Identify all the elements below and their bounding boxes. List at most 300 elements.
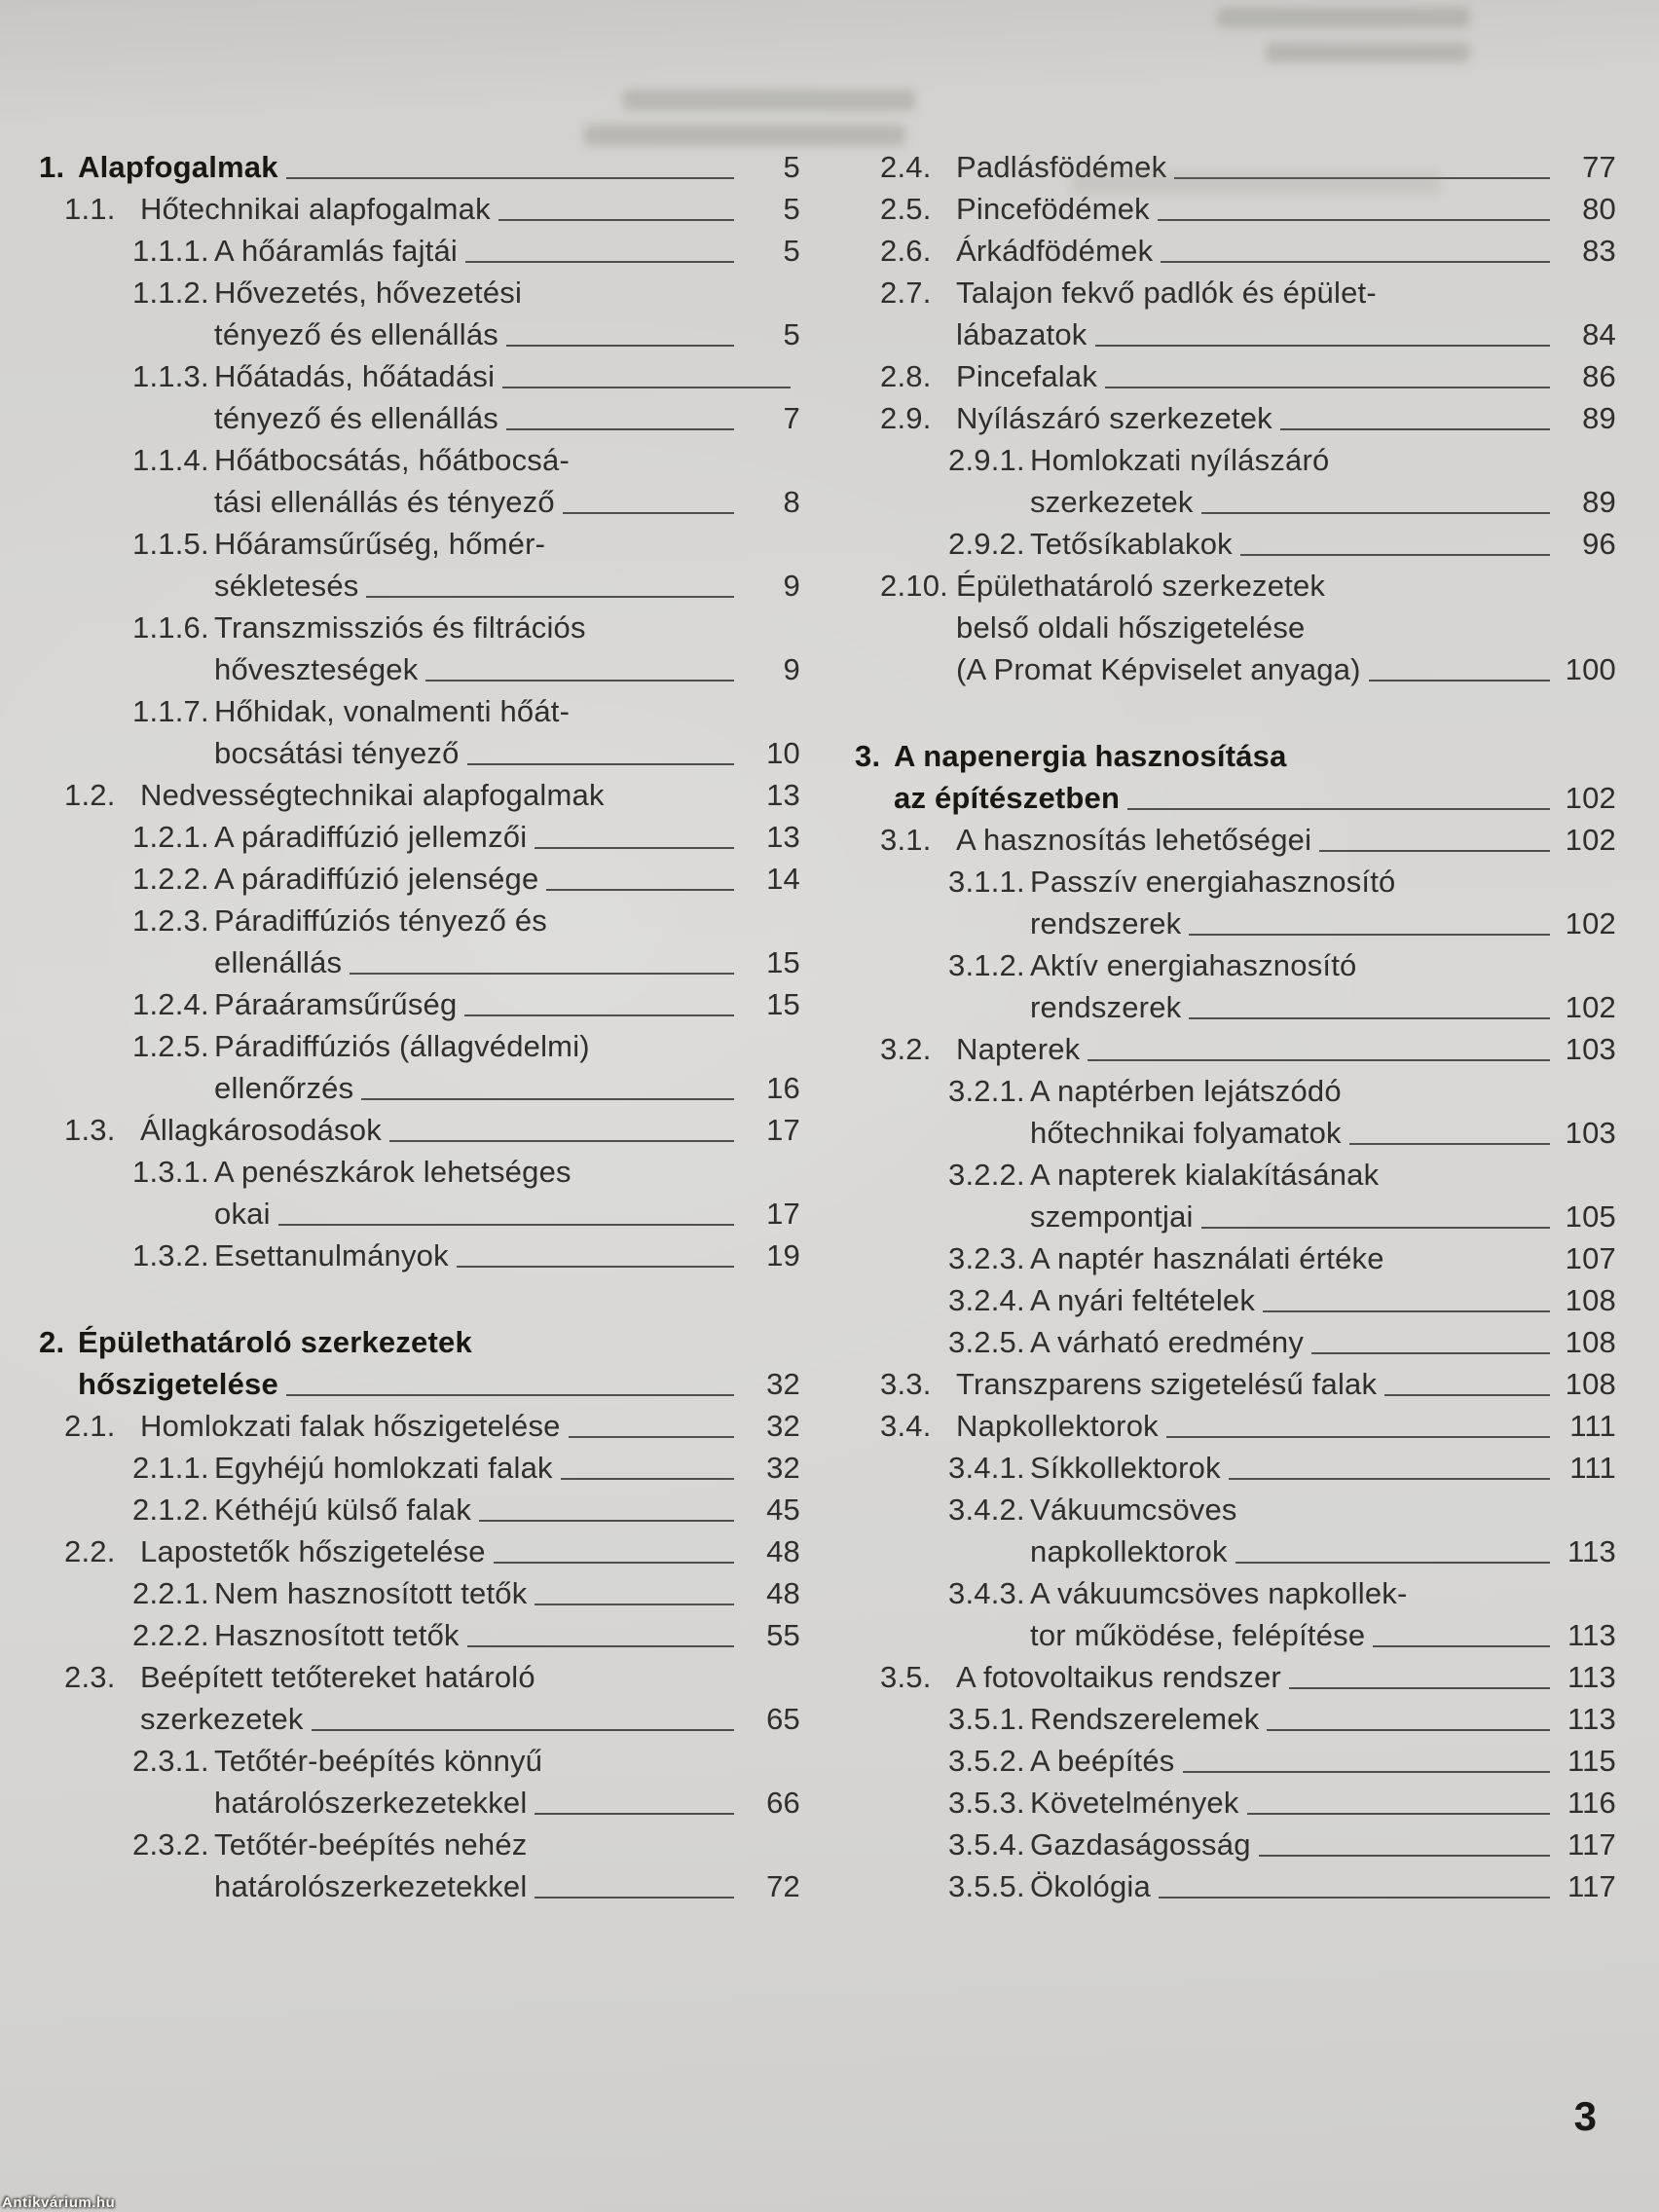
leader-line [1369,680,1550,682]
toc-entry-line [880,313,1616,355]
toc-entry-line [948,481,1616,523]
leader-line [1349,1143,1550,1145]
toc-entry [855,1070,1616,1154]
toc-entry-title: szerkezetek [140,1702,304,1736]
toc-entry-title: A páradiffúzió jelensége [214,862,539,896]
toc-page-number: 113 [1567,1534,1616,1568]
toc-entry-title: A fotovoltaikus rendszer [956,1660,1281,1694]
bleed-through-mark [623,90,915,111]
toc-entry [855,439,1616,523]
toc-page-number: 66 [766,1786,800,1820]
toc-entry-number: 3.4.1. [948,1451,1025,1485]
toc-entry-line [132,439,800,481]
toc-entry-line [132,1193,800,1235]
toc-page-number: 9 [783,652,800,686]
toc-entry [39,230,800,272]
toc-entry-line [39,1363,800,1405]
toc-entry-number: 3.1. [880,823,932,857]
toc-entry-line [132,941,800,983]
leader-line [1158,219,1550,221]
toc-entry [39,523,800,607]
toc-entry-line [948,1698,1616,1740]
toc-page-number: 113 [1567,1618,1616,1652]
toc-entry-title: Lapostetők hőszigetelése [140,1534,486,1568]
toc-entry-number: 2.2. [64,1534,116,1568]
toc-entry-number: 2.2.2. [132,1618,209,1652]
toc-page-number: 115 [1567,1744,1616,1778]
leader-line [506,345,734,347]
leader-line [1189,934,1550,936]
toc-entry-title: A várható eredmény [1030,1325,1305,1359]
toc-entry-title: Pincefödémek [956,192,1150,226]
toc-entry-number: 2.1.2. [132,1493,209,1527]
leader-line [1105,387,1550,388]
toc-entry-number: 1.3.1. [132,1155,209,1189]
toc-entry-number: 1.1.7. [132,694,209,728]
toc-entry [855,397,1616,439]
toc-entry-line [132,607,800,648]
leader-line [502,387,791,388]
toc-entry-line [132,732,800,774]
toc-entry-line [948,523,1616,565]
toc-entry-title: ellenállás [214,945,343,979]
bleed-through-mark [584,125,905,146]
toc-entry [39,1321,800,1405]
toc-entry-number: 2.8. [880,359,932,393]
toc-entry [39,858,800,900]
toc-entry [39,983,800,1025]
toc-entry [855,272,1616,355]
toc-page-number: 111 [1569,1409,1616,1443]
toc-entry-number: 3.4. [880,1409,932,1443]
toc-entry-title: Napterek [956,1032,1081,1066]
toc-page-number: 55 [766,1618,800,1652]
toc-entry-line [132,1865,800,1907]
toc-entry-number: 3.2.4. [948,1283,1025,1317]
toc-entry-title: Nem hasznosított tetők [214,1576,528,1610]
toc-entry-number: 1.1. [64,192,116,226]
toc-entry [855,861,1616,944]
toc-entry-title: Páradiffúziós (állagvédelmi) [214,1029,590,1063]
leader-line [1127,808,1550,810]
leader-line [1373,1645,1550,1647]
toc-entry-number: 3.2.3. [948,1241,1025,1275]
leader-line [494,1562,734,1564]
toc-entry [855,1405,1616,1447]
toc-entry-line [948,1572,1616,1614]
leader-line [457,1266,734,1268]
toc-entry [855,1824,1616,1865]
leader-line [1201,512,1550,514]
leader-line [535,847,734,849]
toc-entry-line [880,1363,1616,1405]
toc-entry [39,1025,800,1109]
toc-page-number: 17 [766,1197,800,1231]
toc-entry-line [948,1237,1616,1279]
toc-entry-number: 2.1. [64,1409,116,1443]
toc-entry [855,1572,1616,1656]
leader-line [366,596,734,598]
toc-entry [855,1363,1616,1405]
toc-entry-number: 3.2.2. [948,1158,1025,1192]
toc-entry-number: 2.9.2. [948,527,1025,561]
toc-entry-title: Homlokzati nyílászáró [1030,443,1330,477]
toc-entry-title: Hasznosított tetők [214,1618,460,1652]
toc-entry-title: Ökológia [1030,1869,1151,1903]
toc-entry-number: 2.6. [880,234,932,268]
toc-entry-title: Esettanulmányok [214,1238,449,1272]
leader-line [535,1604,734,1605]
toc-entry [39,1405,800,1447]
toc-entry-number: 2.5. [880,192,932,226]
toc-entry-title: Talajon fekvő padlók és épület- [956,276,1377,310]
toc-entry [855,1656,1616,1698]
toc-entry [39,1656,800,1740]
toc-entry-title: Napkollektorok [956,1409,1159,1443]
toc-entry-title: Épülethatároló szerkezetek [78,1325,472,1359]
toc-entry-title: Gazdaságosság [1030,1827,1251,1862]
toc-entry [855,1865,1616,1907]
toc-entry [39,1572,800,1614]
toc-entry [39,690,800,774]
toc-entry-title: tényező és ellenállás [214,317,498,351]
toc-entry-line [880,648,1616,690]
toc-entry-title: ellenőrzés [214,1071,354,1105]
toc-entry-title: Hővezetés, hővezetési [214,276,523,310]
toc-entry [39,1530,800,1572]
toc-entry-line [132,1572,800,1614]
toc-entry [855,819,1616,861]
toc-page-number: 45 [766,1493,800,1527]
toc-page-number: 102 [1565,823,1616,857]
toc-page-number: 89 [1582,401,1616,435]
leader-line [278,1224,734,1226]
toc-page-number: 113 [1567,1702,1616,1736]
toc-entry-title: Hőátbocsátás, hőátbocsá- [214,443,570,477]
toc-entry-number: 1.1.2. [132,276,209,310]
toc-entry-line [132,397,800,439]
toc-page-number: 117 [1567,1869,1616,1903]
toc-entry-line [132,1067,800,1109]
toc-entry-line [132,1489,800,1530]
toc-entry-title: A vákuumcsöves napkollek- [1030,1576,1408,1610]
toc-entry-number: 1.1.1. [132,234,209,268]
toc-entry-line [132,983,800,1025]
toc-entry-number: 3.5. [880,1660,932,1694]
toc-entry-line [132,648,800,690]
toc-entry-title: Nyílászáró szerkezetek [956,401,1272,435]
toc-entry [39,1235,800,1276]
leader-line [361,1098,734,1100]
toc-entry-title: lábazatok [956,317,1088,351]
toc-entry-line [132,858,800,900]
toc-entry-line [880,355,1616,397]
toc-page-number: 5 [783,317,800,351]
leader-line [312,1729,734,1731]
toc-entry-title: Hőáramsűrűség, hőmér- [214,527,546,561]
toc-entry [39,1489,800,1530]
toc-entry-title: hőtechnikai folyamatok [1030,1116,1342,1150]
toc-entry-line [880,819,1616,861]
leader-line [1189,1017,1550,1019]
toc-entry-title: tási ellenállás és tényező [214,485,555,519]
toc-page-number: 9 [783,569,800,603]
toc-page-number: 96 [1582,527,1616,561]
toc-entry [855,565,1616,690]
toc-page-number: 102 [1565,906,1616,940]
toc-page-number: 111 [1569,1451,1616,1485]
toc-entry-line [948,439,1616,481]
toc-entry-line [880,397,1616,439]
toc-entry-line [132,1447,800,1489]
toc-page-number: 32 [766,1367,800,1401]
toc-entry-title: Hőátadás, hőátadási [214,359,496,393]
toc-entry-number: 1.2.4. [132,987,209,1021]
toc-entry [39,1151,800,1235]
bleed-through-mark [1071,171,1441,195]
leader-line [1267,1729,1550,1731]
toc-entry-number: 2.9.1. [948,443,1025,477]
toc-entry [39,1447,800,1489]
toc-entry-line [39,1321,800,1363]
toc-entry [855,944,1616,1028]
toc-entry-title: Épülethatároló szerkezetek [956,569,1326,603]
toc-entry-number: 3.3. [880,1367,932,1401]
toc-entry-line [64,774,800,816]
toc-page-number: 5 [783,150,800,184]
leader-line [1166,1436,1550,1438]
leader-line [467,763,734,765]
toc-page-number: 89 [1582,485,1616,519]
toc-entry-title: Tetősíkablakok [1030,527,1233,561]
leader-line [467,1645,734,1647]
toc-entry-title: Transzparens szigetelésű falak [956,1367,1378,1401]
toc-entry-title: Passzív energiahasznosító [1030,865,1396,899]
toc-entry [39,439,800,523]
toc-page-number: 108 [1565,1283,1616,1317]
leader-line [465,261,734,263]
toc-entry-line [132,481,800,523]
toc-entry-title: Padlásfödémek [956,150,1167,184]
toc-entry-title: Tetőtér-beépítés nehéz [214,1827,528,1862]
leader-line [1159,1897,1550,1899]
toc-entry-number: 2.3.2. [132,1827,209,1862]
toc-page-number: 7 [783,401,800,435]
toc-entry-title: rendszerek [1030,906,1182,940]
toc-entry [855,1279,1616,1321]
toc-entry-line [132,355,800,397]
toc-entry-title: A beépítés [1030,1744,1175,1778]
toc-entry-title: Kéthéjú külső falak [214,1493,472,1527]
leader-line [1280,428,1550,430]
leader-line [569,1436,734,1438]
toc-entry-line [132,565,800,607]
toc-entry-title: Árkádfödémek [956,234,1154,268]
toc-entry-number: 1.2.5. [132,1029,209,1063]
toc-entry [855,1782,1616,1824]
toc-entry-title: A naptér használati értéke [1030,1241,1384,1275]
leader-line [1259,1855,1550,1857]
toc-entry-title: A penészkárok lehetséges [214,1155,571,1189]
toc-entry-line [132,1614,800,1656]
toc-page-number: 116 [1567,1786,1616,1820]
toc-entry [855,1154,1616,1237]
toc-entry-number: 2.2.1. [132,1576,209,1610]
toc-page-number: 15 [766,945,800,979]
leader-line [498,219,734,221]
toc-entry [855,355,1616,397]
toc-entry-title: okai [214,1197,271,1231]
toc-entry-number: 3.4.3. [948,1576,1025,1610]
toc-page-number: 5 [783,234,800,268]
toc-entry-title: napkollektorok [1030,1534,1228,1568]
leader-line [1319,850,1550,852]
toc-entry-title: A nyári feltételek [1030,1283,1256,1317]
leader-line [1263,1310,1550,1312]
toc-entry-title: Pincefalak [956,359,1098,393]
toc-entry-number: 1.1.6. [132,610,209,645]
toc-entry-title: Beépített tetőtereket határoló [140,1660,535,1694]
toc-entry-number: 1.1.3. [132,359,209,393]
leader-line [1384,1394,1550,1396]
toc-page-number: 65 [766,1702,800,1736]
toc-entry-title: Állagkárosodások [140,1113,382,1147]
toc-entry-number: 3.5.1. [948,1702,1025,1736]
leader-line [479,1520,734,1522]
toc-entry-title: Hőhidak, vonalmenti hőát- [214,694,571,728]
toc-entry-number: 3.5.2. [948,1744,1025,1778]
leader-line [546,889,734,891]
toc-entry-number: 1.3. [64,1113,116,1147]
toc-page-number: 102 [1565,990,1616,1024]
toc-entry-number: 1.2.2. [132,862,209,896]
toc-entry-line [132,1235,800,1276]
toc-entry [855,735,1616,819]
toc-entry-line [880,1656,1616,1698]
toc-entry-number: 2.3.1. [132,1744,209,1778]
leader-line [506,428,734,430]
toc-entry-title: Homlokzati falak hőszigetelése [140,1409,561,1443]
toc-entry-number: 3.5.5. [948,1869,1025,1903]
toc-entry [855,1237,1616,1279]
toc-page-number: 80 [1582,192,1616,226]
toc-entry-line [132,523,800,565]
leader-line [389,1140,734,1142]
toc-entry-title: (A Promat Képviselet anyaga) [956,652,1361,686]
toc-entry-title: Egyhéjú homlokzati falak [214,1451,553,1485]
toc-entry-line [132,690,800,732]
toc-entry-title: Aktív energiahasznosító [1030,948,1357,982]
toc-entry-title: Nedvességtechnikai alapfogalmak [140,778,605,812]
leader-line [286,177,734,179]
toc-entry-line [880,565,1616,607]
toc-entry-line [880,1405,1616,1447]
toc-page-number: 5 [783,192,800,226]
toc-entry-line [948,903,1616,944]
toc-entry-line [132,1824,800,1865]
toc-entry-line [948,1154,1616,1196]
toc-entry-title: Követelmények [1030,1786,1239,1820]
leader-line [1235,1562,1550,1564]
toc-entry-line [948,1865,1616,1907]
toc-entry-line [948,1614,1616,1656]
toc-entry-line [132,1151,800,1193]
toc-page-number: 117 [1567,1827,1616,1862]
leader-line [1088,1059,1550,1061]
toc-entry [39,1824,800,1907]
toc-entry-title: A napterek kialakításának [1030,1158,1380,1192]
page-number: 3 [1573,2093,1597,2139]
toc-entry-line [64,1698,800,1740]
leader-line [464,1014,734,1016]
toc-entry-line [948,861,1616,903]
toc-entry [39,355,800,439]
toc-page-number: 77 [1582,150,1616,184]
toc-entry-title: belső oldali hőszigetelése [956,610,1306,645]
toc-entry-line [948,1530,1616,1572]
toc-entry-line [132,1025,800,1067]
toc-entry-line [132,313,800,355]
toc-entry [855,1698,1616,1740]
toc-entry-line [948,944,1616,986]
toc-page-number: 13 [766,820,800,854]
toc-entry [855,1447,1616,1489]
toc-entry-title: A hőáramlás fajtái [214,234,459,268]
leader-line [1161,261,1550,263]
toc-page-number: 102 [1565,781,1616,815]
toc-entry [39,774,800,816]
toc-entry-line [948,1740,1616,1782]
toc-entry-title: A napenergia hasznosítása [894,739,1287,773]
toc-page-number: 13 [766,778,800,812]
toc-entry-line [64,188,800,230]
toc-page-number: 19 [766,1238,800,1272]
toc-page-number: 8 [783,485,800,519]
toc-entry-line [948,1279,1616,1321]
leader-line [1095,345,1550,347]
toc-page-number: 103 [1565,1032,1616,1066]
leader-line [1229,1478,1550,1480]
toc-entry-number: 1.2.3. [132,903,209,938]
toc-entry-line [948,1489,1616,1530]
toc-entry-number: 1.1.5. [132,527,209,561]
toc-entry-line [948,1112,1616,1154]
toc-entry [39,1109,800,1151]
toc-entry-title: rendszerek [1030,990,1182,1024]
toc-entry [39,816,800,858]
leader-line [1311,1352,1550,1354]
toc-entry-line [64,1109,800,1151]
toc-entry [855,230,1616,272]
toc-entry-line [948,1321,1616,1363]
leader-line [1183,1771,1550,1773]
toc-page-number: 16 [766,1071,800,1105]
toc-entry-line [132,230,800,272]
toc-column-left [39,146,800,1907]
toc-entry-line [948,1824,1616,1865]
toc-entry-number: 3.1.2. [948,948,1025,982]
toc-page-number: 72 [766,1869,800,1903]
leader-line [612,805,734,807]
toc-entry-line [948,986,1616,1028]
toc-entry-number: 3.2.1. [948,1074,1025,1108]
toc-entry-number: 2.9. [880,401,932,435]
toc-page-number: 48 [766,1576,800,1610]
toc-entry-number: 2. [39,1325,65,1359]
toc-entry-line [880,607,1616,648]
toc-entry-title: Síkkollektorok [1030,1451,1221,1485]
leader-line [535,1897,734,1899]
